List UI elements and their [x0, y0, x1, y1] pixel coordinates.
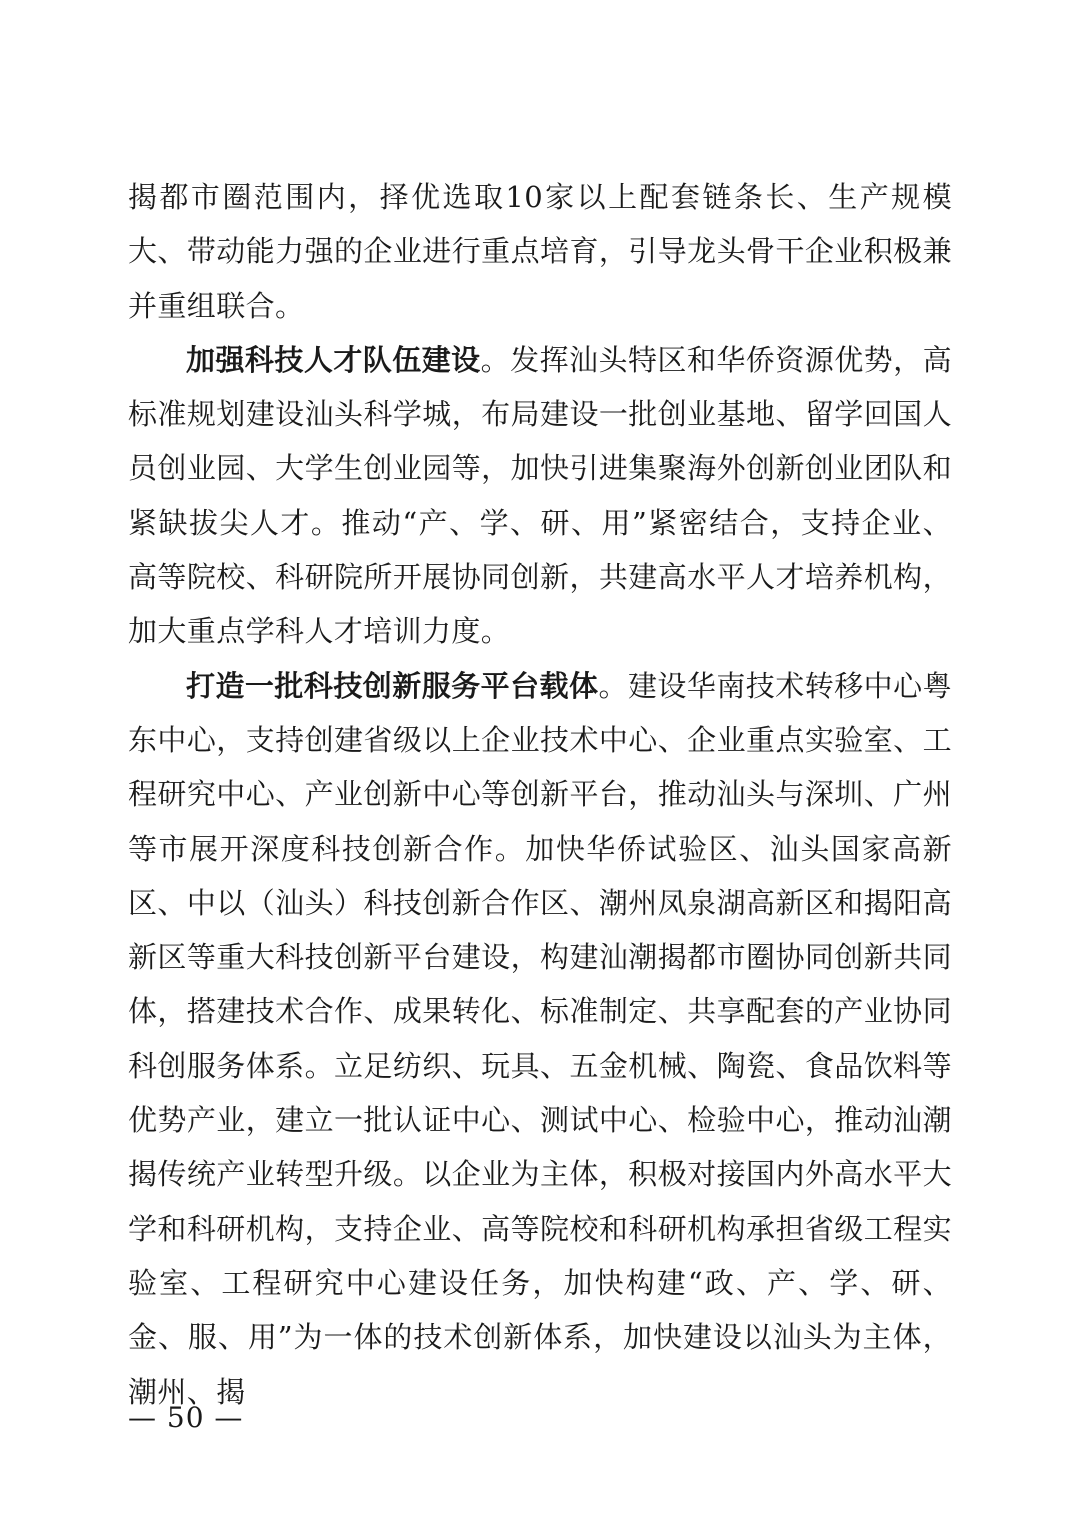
paragraph-text: 。建设华南技术转移中心粤东中心，支持创建省级以上企业技术中心、企业重点实验室、工程研究中心、产业创新中心等创新平台，推动汕头与深圳、广州等市展开深度科技创新合作。加快华侨试验区、汕头国家高新区、中以（汕头）科技创新合作区、潮州凤泉湖高新区和揭阳高新区等重大科技创新平台建设，构建汕潮揭都市圈协同创新共同体，搭建技术合作、成果转化、标准制定、共享配套的产业协同科创服务体系。立足纺织、玩具、五金机械、陶瓷、食品饮料等优势产业，建立一批认证中心、测试中心、检验中心，推动汕潮揭传统产业转型升级。以企业为主体，积极对接国内外高水平大学和科研机构，支持企业、高等院校和科研机构承担省级工程实验室、工程研究中心建设任务，加快构建“政、产、学、研、金、服、用”为一体的技术创新体系，加快建设以汕头为主体，潮州、揭	[128, 668, 952, 1409]
paragraph-heading: 打造一批科技创新服务平台载体	[186, 668, 599, 703]
paragraph-continued	[128, 170, 952, 333]
paragraph-text: 揭都市圈范围内，择优选取10家以上配套链条长、生产规模大、带动能力强的企业进行重点培育，引导龙头骨干企业积极兼并重组联合。	[128, 180, 952, 323]
document-body	[128, 170, 952, 1419]
paragraph-text: 。发挥汕头特区和华侨资源优势，高标准规划建设汕头科学城，布局建设一批创业基地、留学回国人员创业园、大学生创业园等，加快引进集聚海外创新创业团队和紧缺拔尖人才。推动“产、学、研、用”紧密结合，支持企业、高等院校、科研院所开展协同创新，共建高水平人才培养机构，加大重点学科人才培训力度。	[128, 342, 952, 649]
paragraph-heading: 加强科技人才队伍建设	[186, 342, 481, 377]
page-number: — 50 —	[128, 1401, 244, 1434]
paragraph-platform	[128, 659, 952, 1419]
paragraph-talent	[128, 333, 952, 659]
